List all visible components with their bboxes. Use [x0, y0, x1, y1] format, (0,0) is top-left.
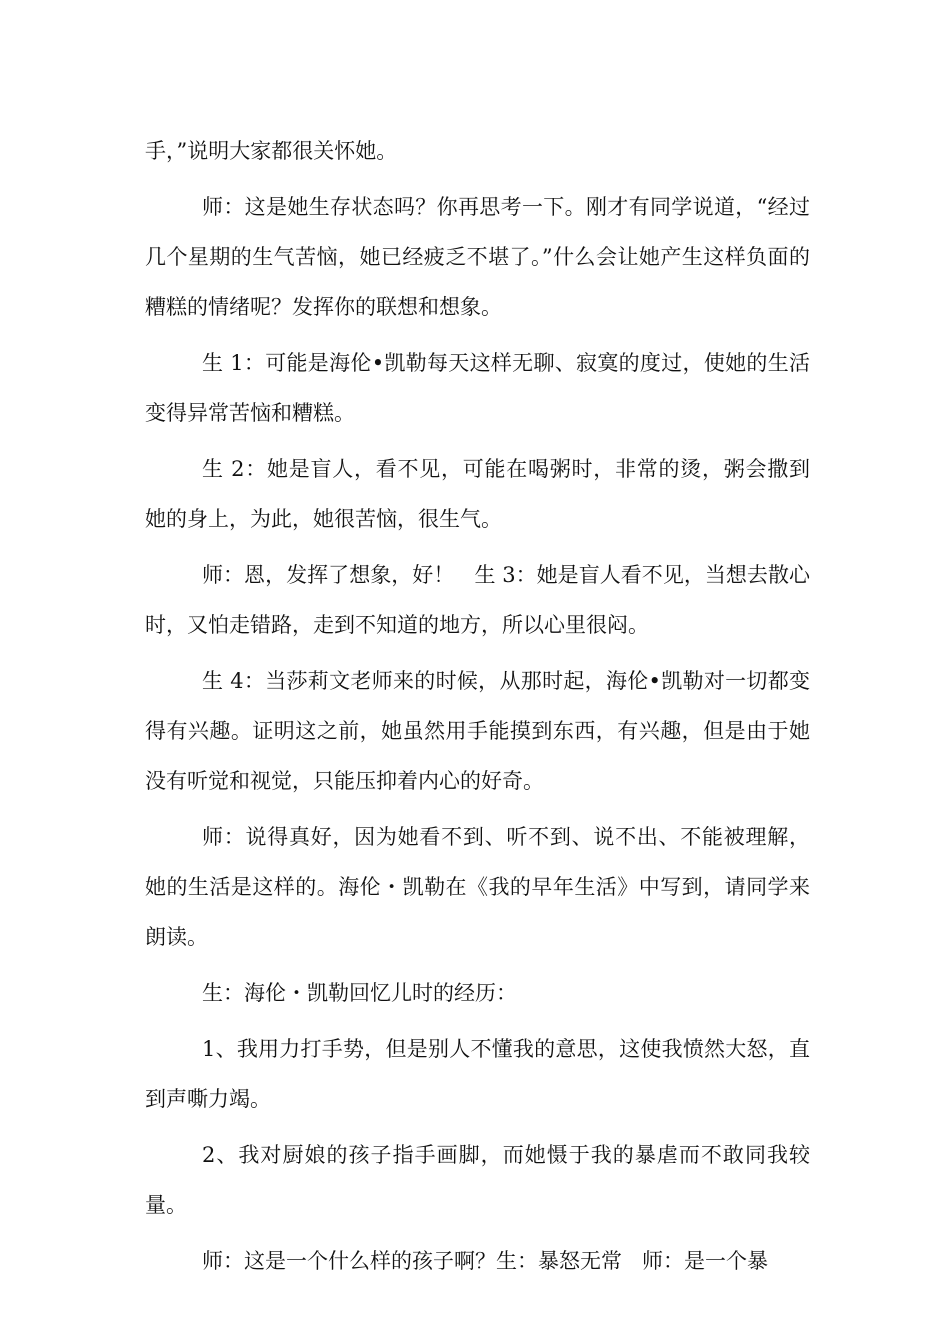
paragraph-10: 2、我对厨娘的孩子指手画脚，而她慑于我的暴虐而不敢同我较量。	[145, 1143, 810, 1217]
paragraph-3: 生 1：可能是海伦•凯勒每天这样无聊、寂寞的度过，使她的生活变得异常苦恼和糟糕。	[145, 351, 810, 425]
paragraph-9: 1、我用力打手势，但是别人不懂我的意思，这使我愤然大怒，直到声嘶力竭。	[145, 1037, 810, 1111]
paragraph-8: 生：海伦・凯勒回忆儿时的经历：	[202, 981, 517, 1005]
paragraph-1: 手，”说明大家都很关怀她。	[145, 139, 398, 163]
paragraph-5: 师：恩，发挥了想象，好！ 生 3：她是盲人看不见，当想去散心时，又怕走错路，走到不知道的地方，所以心里很闷。	[145, 563, 810, 637]
paragraph-11: 师：这是一个什么样的孩子啊？生：暴怒无常 师：是一个暴	[202, 1249, 769, 1273]
paragraph-6: 生 4：当莎莉文老师来的时候，从那时起，海伦•凯勒对一切都变得有兴趣。证明这之前，她虽然用手能摸到东西，有兴趣，但是由于她没有听觉和视觉，只能压抑着内心的好奇。	[145, 669, 810, 793]
document-page	[145, 126, 810, 1292]
paragraph-2: 师：这是她生存状态吗？你再思考一下。刚才有同学说道，“经过几个星期的生气苦恼，她已经疲乏不堪了。”什么会让她产生这样负面的糟糕的情绪呢？发挥你的联想和想象。	[145, 195, 810, 319]
paragraph-7: 师：说得真好，因为她看不到、听不到、说不出、不能被理解，她的生活是这样的。海伦・凯勒在《我的早年生活》中写到，请同学来朗读。	[145, 825, 810, 949]
paragraph-4: 生 2：她是盲人，看不见，可能在喝粥时，非常的烫，粥会撒到她的身上，为此，她很苦恼，很生气。	[145, 457, 810, 531]
